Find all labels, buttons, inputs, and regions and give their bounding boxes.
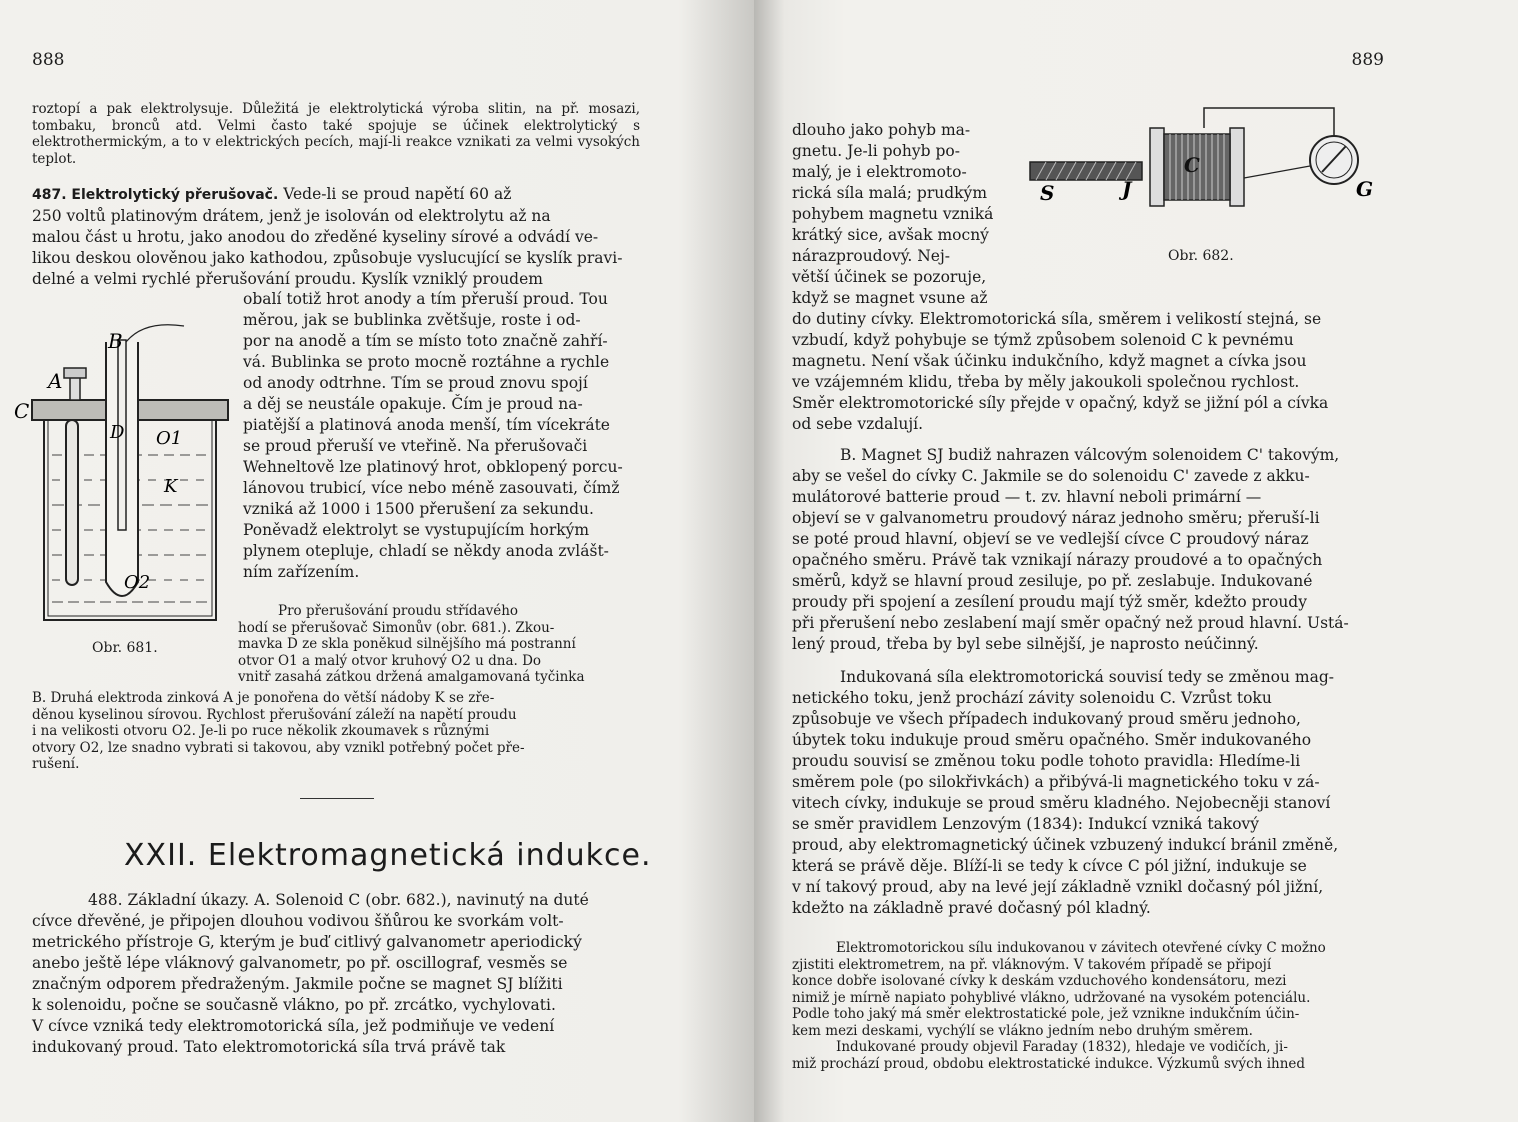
paragraph-c: Indukovaná síla elektromotorická souvisí tedy se změnou mag- netického toku, jenž prochází závity solenoidu C. Vzrůst toku způsobuje ve všech případech indukovaný proud směru jednoho, úbytek toku indukuje proud směru opačného. Směr indukovaného proudu souvisí se změnou toku podle tohoto pravidla: Hledíme-li směrem pole (po silokřivkách) a přibývá-li magnetického toku v zá- vitech cívky, indukuje se proud směru kladného. Nejobecněji stanoví se směr pravidlem Lenzovým (1834): Indukcí vzniká takový proud, aby elektromagnetický účinek vzbuzený indukcí bránil změně, která se právě děje. Blíží-li se tedy k cívce C pól jižní, indukuje se v ní takový proud, aby na levé její základně vznikl dočasný pól jižní, kdežto na základně pravé dočasný pól kladný. bbox=[792, 668, 1339, 917]
chapter-title: XXII. Elektromagnetická indukce. bbox=[124, 838, 652, 873]
figure-681 bbox=[14, 320, 234, 630]
small-text-block-wide: B. Druhá elektroda zinková A je ponořena do větší nádoby K se zře- děnou kyselinou sírovou. Rychlost přerušování záleží na napětí proudu i na velikosti otvoru O2. Je-li po ruce několik zkoumavek s různými otvory O2, lze snadno vybrati si takovou, aby vznikl potřebný počet pře- rušení. bbox=[32, 690, 525, 772]
left-page bbox=[0, 0, 754, 1122]
section-487: 487. Elektrolytický přerušovač. Vede-li se proud napětí 60 až 250 voltů platinovým drátem, jenž je isolován od elektrolytu až na malou část u hrotu, jako anodou do zředěné kyseliny sírové a odvádí ve- likou deskou olověnou jako kathodou, způsobuje vyslucující se kyslík pravi- delné a velmi rychlé přerušování proudu. Kyslík vzniklý proudem bbox=[32, 185, 623, 288]
label-J: J bbox=[1122, 177, 1132, 201]
small-text-block: Elektromotorickou sílu indukovanou v závitech otevřené cívky C možno zjistiti elektrometrem, na př. vláknovým. V takovém případě se připojí konce dobře isolované cívky k deskám vzduchového kondensátoru, mezi nimiž je mírně napiato pohyblivé vlákno, udržované na vysokém potenciálu. Podle toho jaký má směr elektrostatické pole, jež vznikne indukčním účin- kem mezi deskami, vychýlí se vlákno jedním nebo druhým směrem. Indukované proudy objevil Faraday (1832), hledaje ve vodičích, ji- miž prochází proud, obdobu elektrostatické indukce. Výzkumů svých ihned bbox=[792, 940, 1326, 1072]
label-C: C bbox=[1184, 153, 1200, 177]
figure-682 bbox=[1026, 100, 1406, 210]
small-text-block: Pro přerušování proudu střídavého hodí se přerušovač Simonův (obr. 681.). Zkou- mavka D ze skla poněkud silnějšího má postranní otvor O1 a malý otvor kruhový O2 u dna. Do vnitř zasahá zátkou držená amalgamovaná tyčinka bbox=[238, 603, 585, 685]
page-number: 888 bbox=[32, 50, 65, 70]
label-D: D bbox=[110, 422, 125, 443]
side-text: dlouho jako pohyb ma- gnetu. Je-li pohyb po- malý, je i elektromoto- rická síla malá; prudkým pohybem magnetu vzniká krátký sice, avšak mocný nárazproudový. Nej- větší účinek se pozoruje, když se magnet vsune až bbox=[792, 121, 994, 307]
label-K: K bbox=[164, 476, 178, 497]
label-A: A bbox=[48, 369, 63, 393]
figure-681-caption: Obr. 681. bbox=[92, 640, 158, 656]
label-O1: O1 bbox=[156, 428, 183, 449]
label-B: B bbox=[108, 329, 123, 353]
section-487-wrapped: obalí totiž hrot anody a tím přeruší proud. Tou měrou, jak se bublinka zvětšuje, roste i od- por na anodě a tím se místo toto značně zahří- vá. Bublinka se proto mocně roztáhne a rychle od anody odtrhne. Tím se proud znovu spojí a děj se neustále opakuje. Čím je proud na- piatější a platinová anoda menší, tím vícekráte se proud přeruší ve vteřině. Na přerušovači Wehneltově lze platinový hrot, obklopený porcu- lánovou trubicí, více nebo méně zasouvati, čímž vzniká až 1000 i 1500 přerušení za sekundu. Poněvadž elektrolyt se vystupujícím horkým plynem otepluje, chladí se někdy anoda zvlášt- ním zařízením. bbox=[243, 290, 623, 581]
paragraph-b: B. Magnet SJ budiž nahrazen válcovým solenoidem C' takovým, aby se vešel do cívky C. Jakmile se do solenoidu C' zavede z akku- mulátorové batterie proud — t. zv. hlavní neboli primární — objeví se v galvanometru proudový náraz jednoho směru; přeruší-li se poté proud hlavní, objeví se ve vedlejší cívce C proudový náraz opačného směru. Právě tak vznikají nárazy proudové a to opačných směrů, když se hlavní proud zesiluje, po př. zeslabuje. Indukované proudy při spojení a zesílení proudu mají týž směr, kdežto proudy při přerušení nebo zeslabení mají směr opačný než proud hlavní. Ustá- lený proud, třeba by byl sebe silnější, je naprosto neúčinný. bbox=[792, 446, 1349, 653]
figure-682-caption: Obr. 682. bbox=[1168, 248, 1234, 264]
section-divider bbox=[300, 798, 374, 799]
label-S: S bbox=[1040, 181, 1055, 205]
intro-paragraph: roztopí a pak elektrolysuje. Důležitá je elektrolytická výroba slitin, na př. mosazi, tombaku, bronců atd. Velmi často také spojuje se účinek elektrolytický s elektrothermickým, a to v elektrických pecích, mají-li reakce vznikati za velmi vysokých teplot. bbox=[32, 101, 640, 167]
label-O2: O2 bbox=[124, 572, 151, 593]
right-page bbox=[754, 0, 1518, 1122]
label-C: C bbox=[14, 399, 30, 423]
page-number: 889 bbox=[1351, 50, 1384, 70]
section-488: 488. Základní úkazy. A. Solenoid C (obr. 682.), navinutý na duté cívce dřevěné, je připojen dlouhou vodivou šňůrou ke svorkám volt- metrického přístroje G, kterým je buď citlivý galvanometr aperiodický anebo ještě lépe vláknový galvanometr, po př. oscillograf, vesměs se značným odporem předraženým. Jakmile počne se magnet SJ blížiti k solenoidu, počne se současně vlákno, po př. zrcátko, vychylovati. V cívce vzniká tedy elektromotorická síla, jež podmiňuje ve vedení indukovaný proud. Tato elektromotorická síla trvá právě tak bbox=[32, 891, 589, 1056]
label-G: G bbox=[1356, 177, 1374, 201]
paragraph-a: do dutiny cívky. Elektromotorická síla, směrem i velikostí stejná, se vzbudí, když pohybuje se týmž způsobem solenoid C k pevnému magnetu. Není však účinku indukčního, když magnet a cívka jsou ve vzájemném klidu, třeba by měly jakoukoli společnou rychlost. Směr elektromotorické síly přejde v opačný, když se jižní pól a cívka od sebe vzdalují. bbox=[792, 310, 1329, 433]
section-487-heading: 487. Elektrolytický přerušovač. bbox=[32, 187, 279, 203]
